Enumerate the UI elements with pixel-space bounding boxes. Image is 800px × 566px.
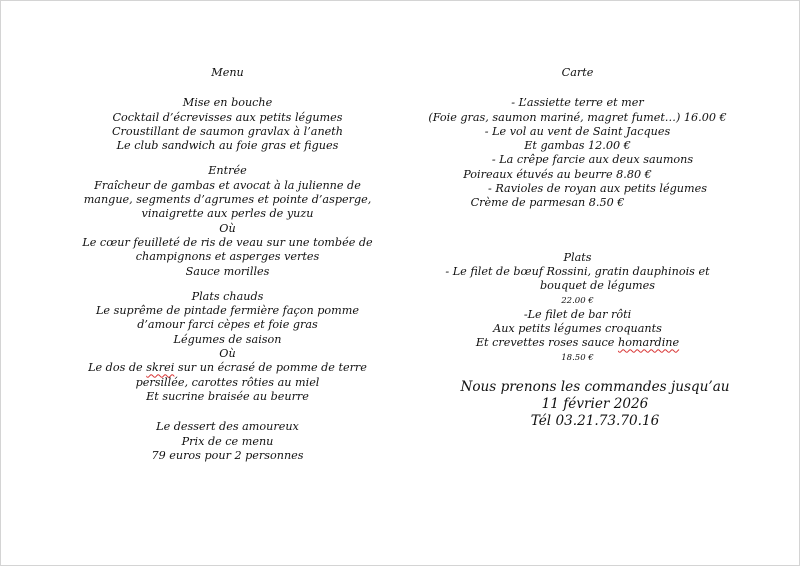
menu-column	[55, 66, 400, 463]
or-separator: Où	[219, 221, 236, 235]
plats-title: Plats	[563, 250, 592, 264]
order-date: 11 février 2026	[541, 396, 649, 412]
carte-item: Poireaux étuvés au beurre 8.80 €	[463, 167, 652, 181]
carte-item: - L’assiette terre et mer	[511, 96, 644, 110]
carte-item: Aux petits légumes croquants	[493, 322, 662, 336]
menu-item: Cocktail d’écrevisses aux petits légumes	[112, 110, 343, 124]
menu-heading: Menu	[211, 66, 244, 79]
menu-item: Sauce morilles	[185, 264, 270, 278]
or-separator: Où	[219, 347, 236, 361]
carte-column	[410, 66, 745, 365]
price-line: Prix de ce menu	[181, 434, 274, 448]
order-notice	[440, 379, 750, 430]
menu-item: Croustillant de saumon gravlax à l’aneth	[112, 124, 343, 138]
mise-en-bouche-title: Mise en bouche	[182, 96, 273, 110]
order-deadline-text: Nous prenons les commandes jusqu’au	[460, 379, 730, 395]
carte-item: - La crêpe farcie aux deux saumons	[491, 153, 694, 167]
carte-item: -Le filet de bar rôti	[523, 307, 632, 321]
text-segment: Le dos de	[88, 361, 147, 375]
text-segment: sur un écrasé de pomme de terre	[174, 361, 367, 375]
text-segment: Et crevettes roses sauce	[475, 336, 618, 350]
carte-item: (Foie gras, saumon mariné, magret fumet…) 16.00 €	[428, 110, 727, 124]
carte-item: - Le filet de bœuf Rossini, gratin dauphinois et	[445, 264, 710, 278]
menu-item: vinaigrette aux perles de yuzu	[141, 207, 314, 221]
carte-item	[410, 336, 745, 350]
plats-chauds-title: Plats chauds	[191, 289, 264, 303]
phone-number: Tél 03.21.73.70.16	[530, 413, 660, 429]
carte-item: bouquet de légumes	[539, 279, 656, 293]
carte-item: Crème de parmesan 8.50 €	[470, 196, 625, 210]
entree-title: Entrée	[208, 164, 247, 178]
carte-heading: Carte	[561, 66, 594, 79]
menu-item: Le cœur feuilleté de ris de veau sur une tombée de	[82, 235, 373, 249]
spellcheck-word: homardine	[617, 336, 680, 350]
menu-item: Le club sandwich au foie gras et figues	[116, 139, 339, 153]
menu-item: Légumes de saison	[173, 332, 282, 346]
menu-item: Fraîcheur de gambas et avocat à la julienne de	[94, 178, 361, 192]
carte-item: - Ravioles de royan aux petits légumes	[488, 182, 707, 196]
menu-item: Et sucrine braisée au beurre	[146, 389, 309, 403]
carte-item: Et gambas 12.00 €	[524, 139, 631, 153]
menu-item: d’amour farci cèpes et foie gras	[137, 318, 318, 332]
price-line: 22.00 €	[561, 295, 594, 306]
menu-item	[55, 361, 400, 375]
menu-item: persillée, carottes rôties au miel	[135, 375, 320, 389]
menu-item: Le suprême de pintade fermière façon pomme	[95, 304, 359, 318]
price-line: 18.50 €	[561, 352, 594, 363]
carte-item: - Le vol au vent de Saint Jacques	[484, 124, 671, 138]
spellcheck-word: skrei	[146, 361, 175, 375]
menu-item: champignons et asperges vertes	[135, 250, 320, 264]
price-line: 79 euros pour 2 personnes	[151, 448, 304, 462]
menu-item: mangue, segments d’agrumes et pointe d’asperge,	[83, 193, 372, 207]
dessert-line: Le dessert des amoureux	[156, 420, 299, 434]
